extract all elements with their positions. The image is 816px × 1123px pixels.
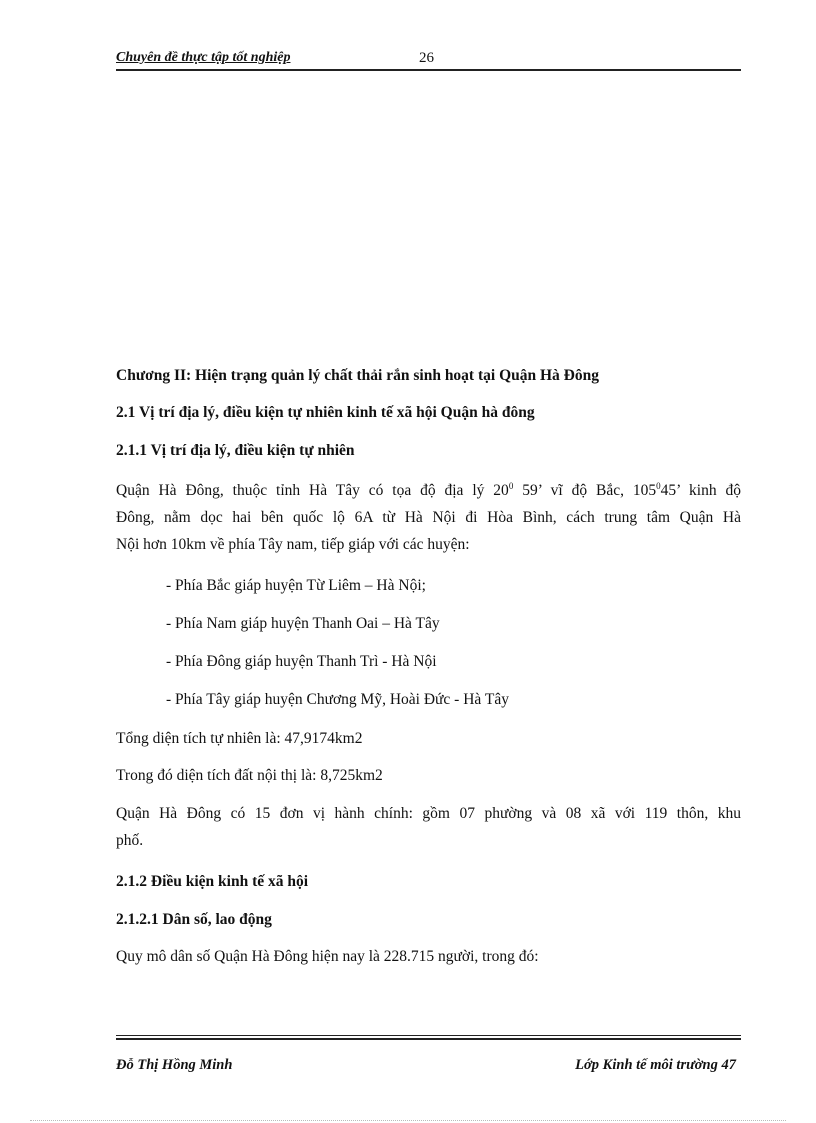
- population-text: Quy mô dân số Quận Hà Đông hiện nay là 228.715 người, trong đó:: [116, 948, 539, 965]
- admin-line-1: Quận Hà Đông có 15 đơn vị hành chính: gồm 07 phường và 08 xã với 119 thôn, khu: [116, 805, 741, 822]
- location-line-3: Nội hơn 10km về phía Tây nam, tiếp giáp với các huyện:: [116, 536, 470, 553]
- admin-line-2: phố.: [116, 832, 144, 849]
- location-line-1: Quận Hà Đông, thuộc tỉnh Hà Tây có tọa độ địa lý $20^0$ 59’ vĩ độ Bắc, $105^045$’ kinh độ: [116, 481, 741, 499]
- admin-paragraph: [116, 800, 741, 854]
- location-paragraph: [116, 477, 741, 558]
- section-heading-2-1-1: 2.1.1 Vị trí địa lý, điều kiện tự nhiên: [116, 442, 355, 459]
- section-heading-2-1-2-1: 2.1.2.1 Dân số, lao động: [116, 911, 272, 928]
- footer-author: Đỗ Thị Hồng Minh: [116, 1057, 233, 1073]
- location-line-2: Đông, nằm dọc hai bên quốc lộ 6A từ Hà Nội đi Hòa Bình, cách trung tâm Quận Hà: [116, 509, 741, 526]
- border-item-south: - Phía Nam giáp huyện Thanh Oai – Hà Tây: [166, 615, 440, 632]
- page-header: [116, 49, 741, 71]
- page-number: 26: [419, 50, 434, 66]
- total-area: Tổng diện tích tự nhiên là: 47,9174km2: [116, 730, 363, 747]
- footer-rule: [116, 1035, 741, 1036]
- header-title: Chuyên đề thực tập tốt nghiệp: [116, 50, 291, 65]
- chapter-title: Chương II: Hiện trạng quản lý chất thải rắn sinh hoạt tại Quận Hà Đông: [116, 367, 599, 384]
- section-heading-2-1-2: 2.1.2 Điều kiện kinh tế xã hội: [116, 873, 309, 890]
- page-bottom-border: [30, 1120, 786, 1121]
- urban-area: Trong đó diện tích đất nội thị là: 8,725km2: [116, 767, 383, 784]
- border-item-east: - Phía Đông giáp huyện Thanh Trì - Hà Nội: [166, 653, 437, 670]
- footer-rule-thick: [116, 1038, 741, 1040]
- border-item-west: - Phía Tây giáp huyện Chương Mỹ, Hoài Đức - Hà Tây: [166, 691, 509, 708]
- section-heading-2-1: 2.1 Vị trí địa lý, điều kiện tự nhiên kinh tế xã hội Quận hà đông: [116, 404, 535, 421]
- border-item-north: - Phía Bắc giáp huyện Từ Liêm – Hà Nội;: [166, 577, 426, 594]
- footer-class: Lớp Kinh tế môi trường 47: [575, 1057, 736, 1073]
